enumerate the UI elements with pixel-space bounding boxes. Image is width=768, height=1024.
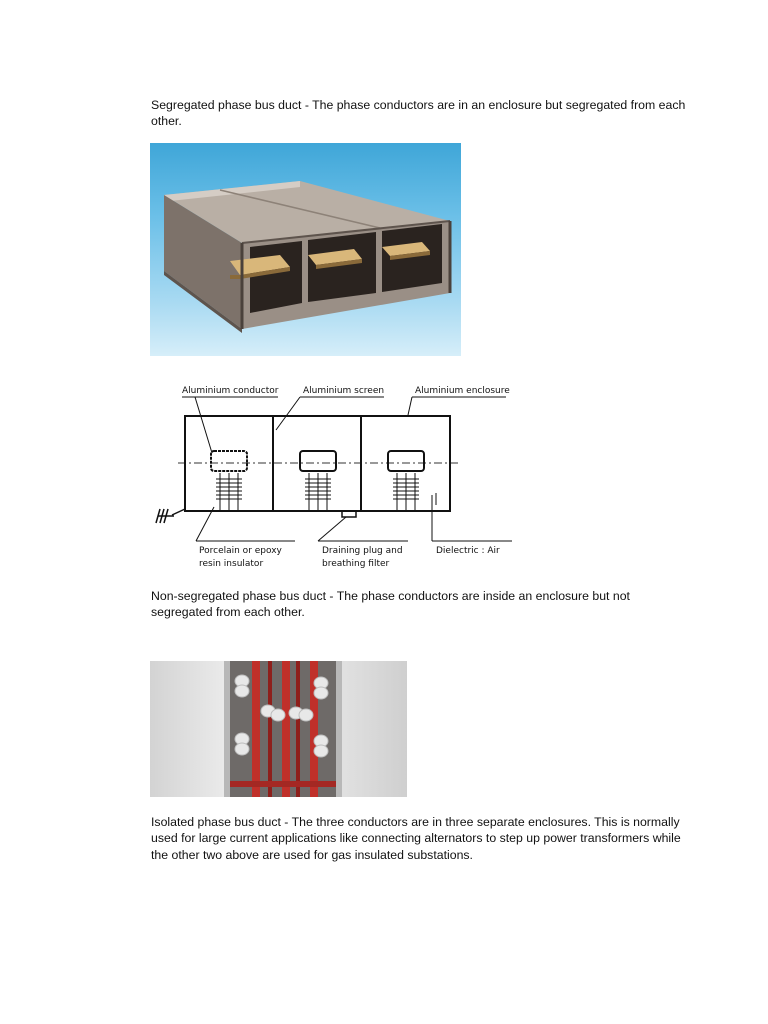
cross-section-drawing	[150, 375, 520, 575]
segregated-bus-duct-illustration	[150, 143, 461, 356]
label-drain-line1: Draining plug and	[322, 546, 403, 556]
segregated-bus-duct-photo	[150, 143, 461, 356]
label-aluminium-screen: Aluminium screen	[303, 386, 385, 396]
segregated-description: Segregated phase bus duct - The phase conductors are in an enclosure but segregated from each other.	[151, 98, 689, 129]
segregated-bus-duct-cross-section-diagram	[150, 375, 520, 575]
label-aluminium-conductor: Aluminium conductor	[182, 386, 279, 396]
label-aluminium-enclosure: Aluminium enclosure	[415, 386, 510, 396]
non-segregated-description: Non-segregated phase bus duct - The phase conductors are inside an enclosure but not segregated from each other.	[151, 589, 634, 620]
label-insulator-line1: Porcelain or epoxy	[199, 546, 282, 556]
label-drain-line2: breathing filter	[322, 559, 390, 569]
label-insulator-line2: resin insulator	[199, 559, 264, 569]
isolated-description: Isolated phase bus duct - The three conductors are in three separate enclosures. This is normally used for large current applications like connecting alternators to step up power transformers while the other two above are used for gas insulated substations.	[151, 815, 685, 862]
non-segregated-bus-duct-photo	[150, 661, 407, 797]
non-segregated-bus-duct-illustration	[150, 661, 407, 797]
label-dielectric: Dielectric : Air	[436, 546, 500, 556]
